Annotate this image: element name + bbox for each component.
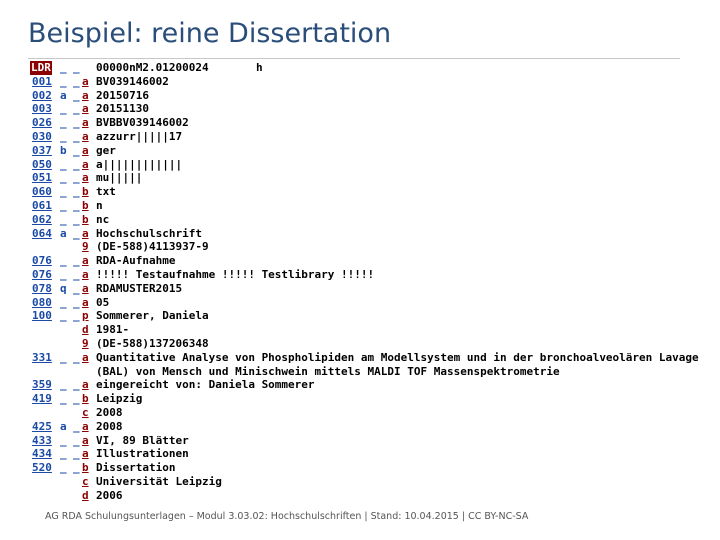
indicator-2: _ xyxy=(73,129,80,143)
subfield-code[interactable]: p xyxy=(82,309,89,323)
indicator-1: _ xyxy=(60,433,67,447)
indicator-1: _ xyxy=(60,378,67,392)
marc-field-row xyxy=(30,102,690,116)
marc-field-row xyxy=(30,144,690,158)
subfield-code[interactable]: b xyxy=(82,461,89,475)
marc-field-row xyxy=(30,240,690,254)
field-tag-link[interactable]: 425 xyxy=(32,419,52,433)
subfield-code[interactable]: a xyxy=(82,281,89,295)
slide-title: Beispiel: reine Dissertation xyxy=(28,18,392,49)
marc-field-row xyxy=(30,406,690,420)
marc-field-row xyxy=(30,227,690,241)
field-tag-link[interactable]: 050 xyxy=(32,157,52,171)
field-tag-link[interactable]: 026 xyxy=(32,116,52,130)
marc-field-row xyxy=(30,350,699,365)
marc-field-row xyxy=(30,420,690,434)
marc-field-row xyxy=(30,378,690,392)
field-value: a|||||||||||| xyxy=(96,157,183,171)
marc-field-row xyxy=(30,323,690,337)
field-value: nc xyxy=(96,212,110,226)
field-tag-link[interactable]: 001 xyxy=(32,74,52,88)
field-value: Sommerer, Daniela xyxy=(96,309,209,323)
indicator-1: a xyxy=(60,226,67,240)
marc-field-row xyxy=(30,489,690,503)
subfield-code[interactable]: c xyxy=(82,474,89,488)
marc-field-row xyxy=(30,447,690,461)
indicator-2: _ xyxy=(73,295,80,309)
marc-field-row xyxy=(30,116,690,130)
indicator-2: _ xyxy=(73,419,80,433)
marc-field-row xyxy=(30,365,690,379)
indicator-2: _ xyxy=(73,198,80,212)
marc-field-row xyxy=(30,158,690,172)
field-value: 20151130 xyxy=(96,102,149,116)
indicator-1: _ xyxy=(60,171,67,185)
subfield-code[interactable]: b xyxy=(82,392,89,406)
marc-field-row xyxy=(30,337,690,351)
subfield-code[interactable]: a xyxy=(82,102,89,116)
field-value: 00000nM2.01200024 xyxy=(96,61,209,74)
indicator-1: _ xyxy=(60,295,67,309)
subfield-code[interactable]: d xyxy=(82,488,89,502)
marc-field-row xyxy=(30,199,690,213)
field-value: Hochschulschrift xyxy=(96,226,202,240)
field-value: BVBBV039146002 xyxy=(96,116,189,130)
indicator-2: _ xyxy=(73,226,80,240)
marc-field-row xyxy=(30,461,690,475)
field-value: !!!!! Testaufnahme !!!!! Testlibrary !!!!! xyxy=(96,267,375,281)
indicator-2: _ xyxy=(73,116,80,130)
indicator-2: _ xyxy=(73,350,80,364)
field-value: VI, 89 Blätter xyxy=(96,433,189,447)
indicator-1: _ xyxy=(60,392,67,406)
field-value: Dissertation xyxy=(96,461,176,475)
indicator-1: _ xyxy=(60,350,67,364)
indicator-2: _ xyxy=(73,309,80,323)
field-tag-link[interactable]: 037 xyxy=(32,143,52,157)
field-value: txt xyxy=(96,185,116,199)
subfield-code[interactable]: a xyxy=(82,267,89,281)
subfield-code[interactable]: a xyxy=(82,447,89,461)
marc-field-row xyxy=(30,75,690,89)
indicator-1: _ xyxy=(60,309,67,323)
field-tag-link[interactable]: 003 xyxy=(32,102,52,116)
subfield-code[interactable]: a xyxy=(82,295,89,309)
indicator-1: _ xyxy=(60,129,67,143)
marc-field-row xyxy=(30,130,690,144)
field-tag-link[interactable]: 030 xyxy=(32,129,52,143)
indicator-1: b xyxy=(60,143,67,157)
field-value: 20150716 xyxy=(96,88,149,102)
indicator-2: _ xyxy=(73,143,80,157)
subfield-code[interactable]: a xyxy=(82,171,89,185)
field-tag-link[interactable]: 060 xyxy=(32,185,52,199)
field-value: (DE-588)137206348 xyxy=(96,336,209,350)
subfield-code[interactable]: c xyxy=(82,405,89,419)
field-value: (BAL) von Mensch und Minischwein mittels MALDI TOF Massenspektrometrie xyxy=(96,364,560,378)
subfield-code[interactable]: 9 xyxy=(82,336,89,350)
marc-field-row xyxy=(30,185,690,199)
subfield-code[interactable]: a xyxy=(82,433,89,447)
indicator-1: a xyxy=(60,419,67,433)
indicator-2: _ xyxy=(73,61,80,74)
marc-field-row xyxy=(30,392,690,406)
indicator-2: _ xyxy=(73,185,80,199)
subfield-code[interactable]: b xyxy=(82,198,89,212)
field-tag-link[interactable]: 359 xyxy=(32,378,52,392)
indicator-2: _ xyxy=(73,254,80,268)
subfield-code[interactable]: a xyxy=(82,129,89,143)
marc-field-row xyxy=(30,171,690,185)
field-value: Leipzig xyxy=(96,392,143,406)
indicator-1: _ xyxy=(60,116,67,130)
indicator-1: _ xyxy=(60,157,67,171)
indicator-1: _ xyxy=(60,198,67,212)
field-tag-link[interactable]: 062 xyxy=(32,212,52,226)
field-value: mu||||| xyxy=(96,171,143,185)
field-value: n xyxy=(96,198,103,212)
indicator-1: _ xyxy=(60,185,67,199)
field-tag-link[interactable]: 331 xyxy=(32,350,52,364)
field-extra: h xyxy=(256,61,263,74)
field-tag-link[interactable]: 419 xyxy=(32,392,52,406)
footer: AG RDA Schulungsunterlagen – Modul 3.03.02: Hochschulschriften | Stand: 10.04.2015 | CC BY-NC-SA xyxy=(45,511,529,522)
field-value: Universität Leipzig xyxy=(96,474,222,488)
indicator-2: _ xyxy=(73,212,80,226)
indicator-2: _ xyxy=(73,461,80,475)
field-value: 05 xyxy=(96,295,110,309)
indicator-1: _ xyxy=(60,447,67,461)
subfield-code[interactable]: d xyxy=(82,323,89,337)
field-value: BV039146002 xyxy=(96,74,169,88)
field-value: RDAMUSTER2015 xyxy=(96,281,183,295)
indicator-1: _ xyxy=(60,61,67,74)
field-value: ger xyxy=(96,143,116,157)
marc-record xyxy=(30,61,699,503)
indicator-2: _ xyxy=(73,378,80,392)
marc-field-row xyxy=(30,296,690,310)
marc-field-row xyxy=(30,213,690,227)
indicator-2: _ xyxy=(73,88,80,102)
indicator-1: a xyxy=(60,88,67,102)
subfield-code[interactable]: a xyxy=(82,116,89,130)
indicator-2: _ xyxy=(73,74,80,88)
marc-field-row xyxy=(30,475,690,489)
field-value: RDA-Aufnahme xyxy=(96,254,176,268)
field-value: 1981- xyxy=(96,323,130,337)
subfield-code[interactable]: a xyxy=(82,88,89,102)
subfield-code[interactable]: a xyxy=(82,419,89,433)
subfield-code[interactable]: 9 xyxy=(82,240,89,254)
field-tag-link[interactable]: 002 xyxy=(32,88,52,102)
field-tag-link[interactable]: LDR xyxy=(31,61,51,74)
subfield-code[interactable]: a xyxy=(82,254,89,268)
subfield-code[interactable]: a xyxy=(82,378,89,392)
field-tag-link[interactable]: 434 xyxy=(32,447,52,461)
subfield-code[interactable]: b xyxy=(82,185,89,199)
subfield-code[interactable]: a xyxy=(82,226,89,240)
indicator-2: _ xyxy=(73,392,80,406)
indicator-2: _ xyxy=(73,171,80,185)
field-tag-link[interactable]: 061 xyxy=(32,198,52,212)
field-tag-link[interactable]: 076 xyxy=(32,254,52,268)
field-value: azzurr|||||17 xyxy=(96,129,183,143)
indicator-1: _ xyxy=(60,74,67,88)
indicator-2: _ xyxy=(73,433,80,447)
field-tag-link[interactable]: 080 xyxy=(32,295,52,309)
marc-field-row xyxy=(30,254,690,268)
field-tag-link[interactable]: 520 xyxy=(32,461,52,475)
field-value: 2008 xyxy=(96,405,123,419)
field-tag-link[interactable]: 064 xyxy=(32,226,52,240)
field-tag-link[interactable]: 051 xyxy=(32,171,52,185)
field-tag-link[interactable]: 433 xyxy=(32,433,52,447)
subfield-code[interactable]: a xyxy=(82,143,89,157)
indicator-2: _ xyxy=(73,447,80,461)
title-divider xyxy=(28,58,680,59)
field-tag-link[interactable]: 076 xyxy=(32,267,52,281)
indicator-1: _ xyxy=(60,267,67,281)
field-tag-link[interactable]: 100 xyxy=(32,309,52,323)
subfield-code[interactable]: a xyxy=(82,74,89,88)
subfield-code[interactable]: b xyxy=(82,212,89,226)
indicator-1: _ xyxy=(60,212,67,226)
indicator-2: _ xyxy=(73,157,80,171)
field-value: 2006 xyxy=(96,488,123,502)
field-value: 2008 xyxy=(96,419,123,433)
marc-field-row xyxy=(30,309,690,323)
indicator-1: q xyxy=(60,281,67,295)
indicator-1: _ xyxy=(60,461,67,475)
subfield-code[interactable]: a xyxy=(82,350,89,364)
indicator-2: _ xyxy=(73,267,80,281)
subfield-code[interactable]: a xyxy=(82,157,89,171)
marc-field-row xyxy=(30,61,690,75)
indicator-2: _ xyxy=(73,102,80,116)
marc-field-row xyxy=(30,89,690,103)
indicator-2: _ xyxy=(73,281,80,295)
marc-field-row xyxy=(30,434,690,448)
marc-field-row xyxy=(30,268,690,282)
marc-field-row xyxy=(30,282,690,296)
field-value: Quantitative Analyse von Phospholipiden am Modellsystem und in der bronchoalveolären Lavage xyxy=(96,350,699,364)
indicator-1: _ xyxy=(60,102,67,116)
field-value: Illustrationen xyxy=(96,447,189,461)
field-value: eingereicht von: Daniela Sommerer xyxy=(96,378,315,392)
field-value: (DE-588)4113937-9 xyxy=(96,240,209,254)
field-tag-link[interactable]: 078 xyxy=(32,281,52,295)
indicator-1: _ xyxy=(60,254,67,268)
